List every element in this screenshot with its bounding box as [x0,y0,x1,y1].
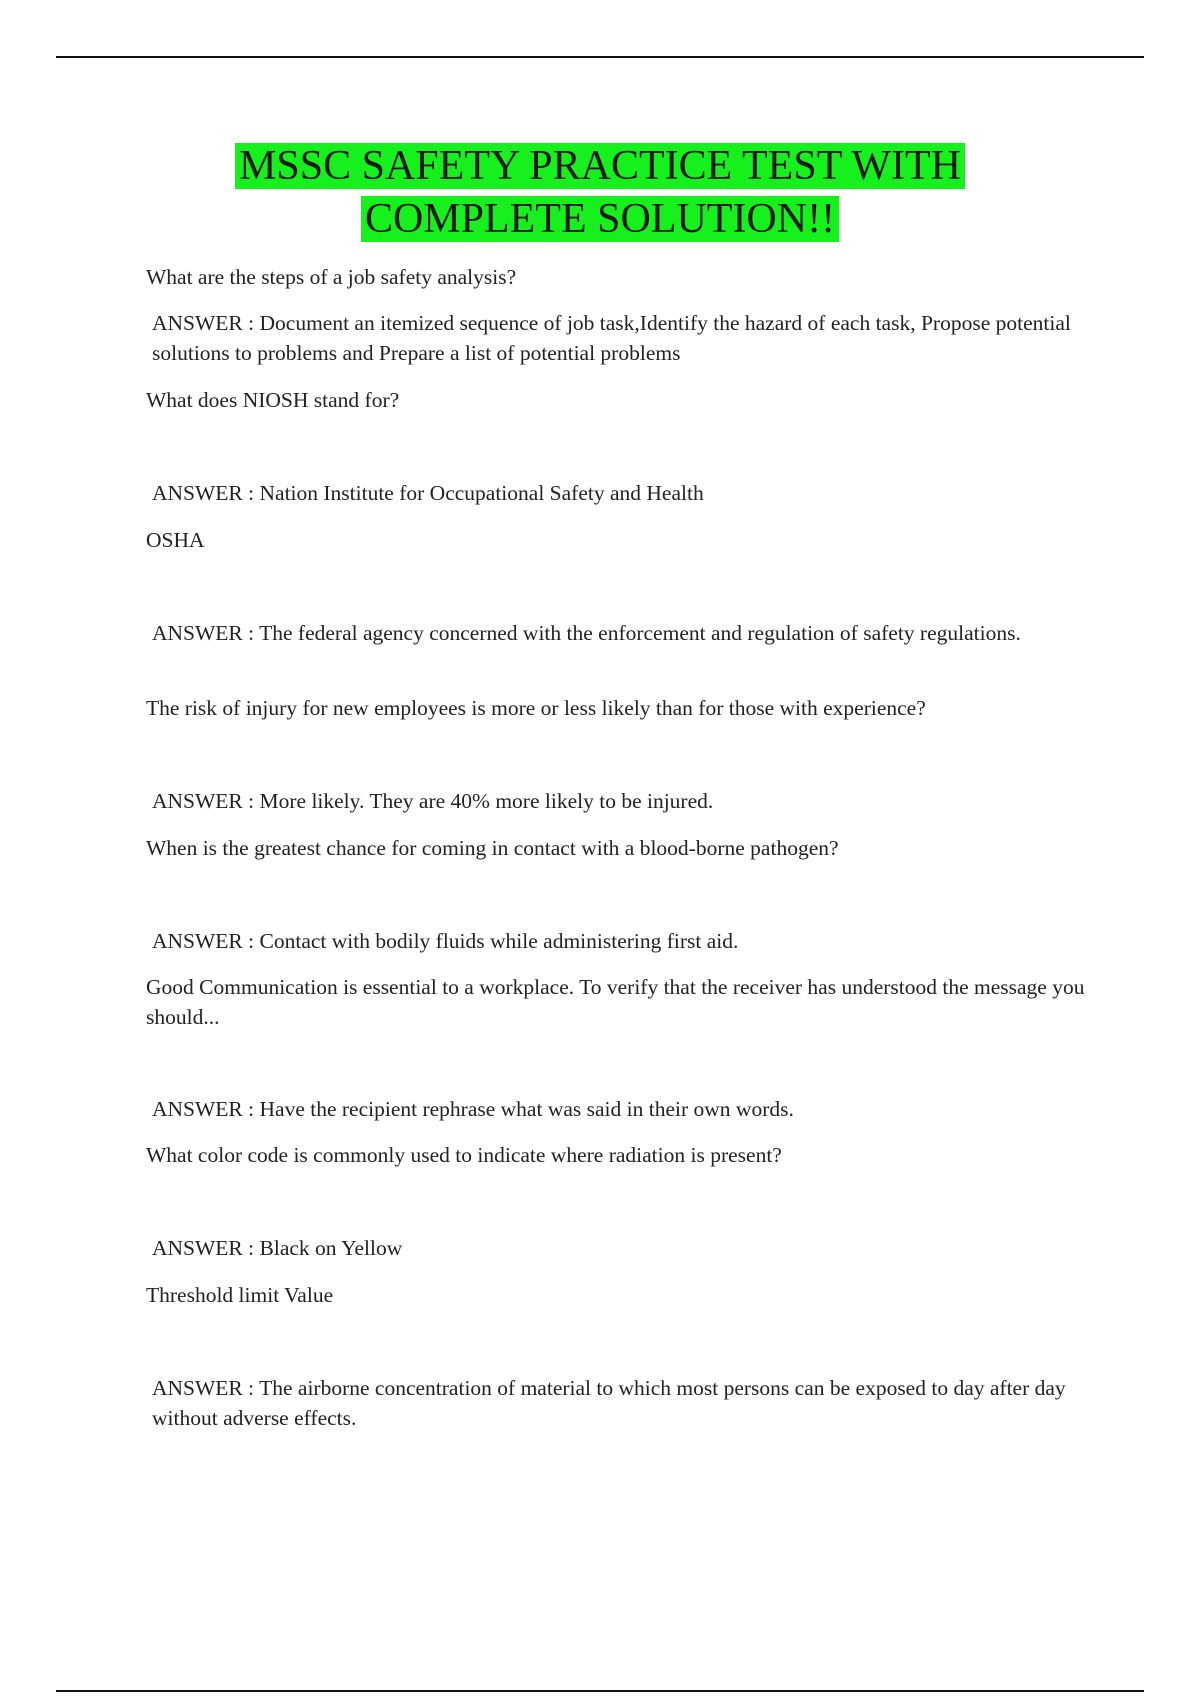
title-line-2: COMPLETE SOLUTION!! [361,196,839,242]
question-6: Good Communication is essential to a workplace. To verify that the receiver has understood the message you should... [146,975,1085,1029]
answer-8: ANSWER : The airborne concentration of material to which most persons can be exposed to day after day without adverse effects. [152,1376,1066,1430]
top-rule [56,56,1144,58]
answer-4: ANSWER : More likely. They are 40% more likely to be injured. [152,789,714,813]
bottom-rule [56,1690,1144,1692]
question-8: Threshold limit Value [146,1283,334,1307]
answer-3: ANSWER : The federal agency concerned with the enforcement and regulation of safety regulations. [152,621,1021,645]
question-1: What are the steps of a job safety analysis? [146,265,517,289]
answer-6: ANSWER : Have the recipient rephrase what was said in their own words. [152,1097,794,1121]
question-5: When is the greatest chance for coming in contact with a blood-borne pathogen? [146,836,839,860]
question-3: OSHA [146,528,205,552]
answer-2: ANSWER : Nation Institute for Occupational Safety and Health [152,481,704,505]
title-line-1: MSSC SAFETY PRACTICE TEST WITH [235,143,965,189]
question-2: What does NIOSH stand for? [146,388,400,412]
answer-5: ANSWER : Contact with bodily fluids while administering first aid. [152,929,739,953]
document-title [100,140,1100,246]
answer-7: ANSWER : Black on Yellow [152,1236,403,1260]
answer-1: ANSWER : Document an itemized sequence of job task,Identify the hazard of each task, Propose potential solutions to problems and Prepare a list of potential problems [152,311,1071,365]
question-7: What color code is commonly used to indicate where radiation is present? [146,1143,782,1167]
question-4: The risk of injury for new employees is more or less likely than for those with experience? [146,696,926,720]
